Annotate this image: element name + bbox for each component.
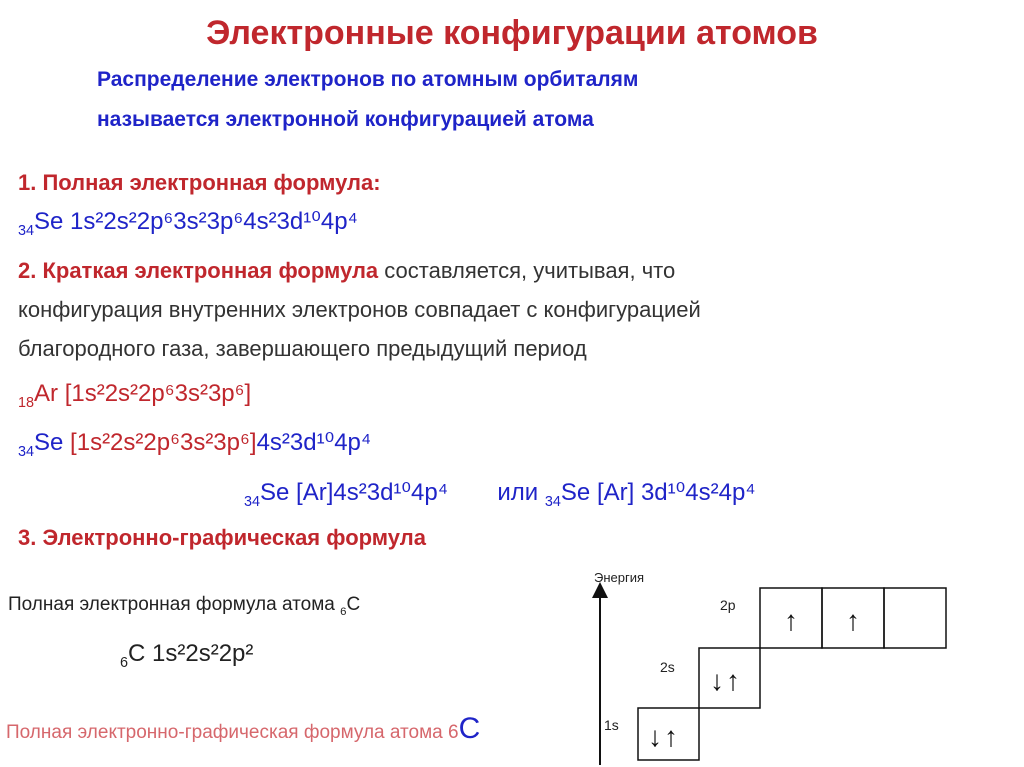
- atomic-number: 34: [18, 443, 35, 460]
- electron-arrow: ↑: [846, 605, 860, 636]
- valence-config: 4s²3d¹⁰4p⁴: [256, 429, 372, 456]
- element-symbol: Se: [34, 208, 64, 235]
- section1-heading: 1. Полная электронная формула:: [18, 170, 381, 195]
- element-symbol: Se: [560, 479, 591, 506]
- element-symbol: Se: [260, 479, 290, 506]
- electron-pair-arrows: ↓↑: [710, 665, 742, 696]
- se-full-formula: [18, 207, 358, 239]
- se-short-formulas: [244, 478, 756, 510]
- carbon-caption-text: Полная электронная формула атома: [8, 594, 335, 615]
- electron-config: [1s²2s²2p⁶3s²3p⁶]: [64, 380, 252, 407]
- se-core-formula: [18, 428, 372, 460]
- atomic-number: 34: [544, 493, 561, 510]
- atomic-number: 34: [244, 493, 261, 510]
- section2-text-1: составляется, учитывая, что: [378, 258, 676, 283]
- element-symbol: C: [346, 594, 361, 615]
- section2-heading: 2. Краткая электронная формула: [18, 258, 379, 283]
- carbon-formula: [120, 640, 254, 671]
- element-symbol: Ar: [34, 380, 59, 407]
- or-word: или: [497, 479, 539, 506]
- level-label-2p: 2p: [720, 597, 736, 613]
- definition-line-2: называется электронной конфигурацией атома: [97, 108, 594, 131]
- atomic-number: 18: [18, 394, 35, 411]
- section2-line-1: [18, 258, 675, 284]
- definition-line-1: Распределение электронов по атомным орбиталям: [97, 68, 639, 91]
- level-label-1s: 1s: [604, 717, 619, 733]
- atomic-number: 6: [120, 654, 129, 671]
- bottom-caption-text: Полная электронно-графическая формула атома 6: [6, 722, 459, 743]
- section2-text-3: благородного газа, завершающего предыдущий период: [18, 336, 587, 361]
- electron-pair-arrows: ↓↑: [648, 721, 680, 752]
- electron-config: 1s²2s²2p²: [152, 640, 254, 667]
- short-config-2: [Ar] 3d¹⁰4s²4p⁴: [596, 479, 756, 506]
- section3-heading: 3. Электронно-графическая формула: [18, 525, 426, 550]
- orbital-diagram: [580, 560, 960, 765]
- electron-arrow: ↑: [784, 605, 798, 636]
- short-config-1: [Ar]4s²3d¹⁰4p⁴: [296, 479, 449, 506]
- ar-formula: [18, 380, 252, 411]
- element-symbol: Se: [34, 429, 64, 456]
- atomic-number: 34: [18, 222, 35, 239]
- orbital-2p-3: [884, 588, 946, 648]
- bottom-caption-symbol: C: [458, 712, 481, 745]
- carbon-caption: [8, 594, 360, 616]
- energy-label: Энергия: [594, 570, 645, 585]
- element-symbol: C: [128, 640, 146, 667]
- electron-config: 1s²2s²2p⁶3s²3p⁶4s²3d¹⁰4p⁴: [70, 208, 358, 235]
- noble-core: [1s²2s²2p⁶3s²3p⁶]: [70, 429, 257, 456]
- bottom-caption: [6, 712, 480, 746]
- atomic-number: 6: [340, 605, 347, 618]
- section2-text-2: конфигурация внутренних электронов совпадает с конфигурацией: [18, 297, 701, 322]
- slide-title: Электронные конфигурации атомов: [206, 14, 818, 52]
- level-label-2s: 2s: [660, 659, 675, 675]
